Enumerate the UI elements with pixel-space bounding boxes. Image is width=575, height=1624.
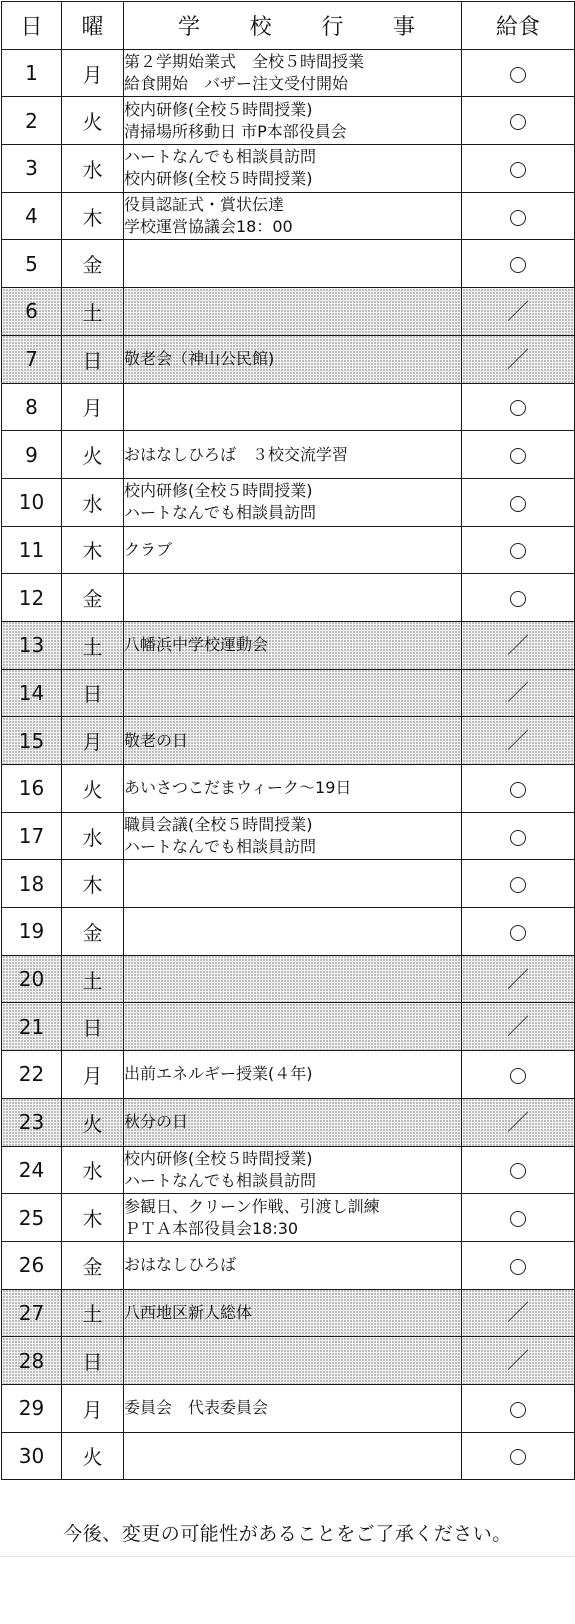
lunch-served-circle-icon (510, 114, 526, 130)
event-line: 敬老の日 (124, 730, 189, 750)
event-line: 第２学期始業式 全校５時間授業 (124, 52, 365, 72)
weekday: 水 (62, 812, 124, 860)
lunch-status (462, 1432, 575, 1480)
event-line: ハートなんでも相談員訪問 (124, 837, 317, 857)
lunch-served-circle-icon (510, 782, 526, 798)
weekday: 月 (62, 383, 124, 431)
weekday: 金 (62, 908, 124, 956)
header-row (2, 2, 575, 50)
event-line: 参観日、クリーン作戦、引渡し訓練 (124, 1196, 380, 1216)
school-events (124, 1289, 462, 1337)
day-number: 28 (2, 1337, 62, 1385)
schedule-row (2, 49, 575, 97)
event-line: 八西地区新人総体 (124, 1302, 253, 1322)
schedule-row (2, 1289, 575, 1337)
weekday: 火 (62, 765, 124, 813)
day-number: 3 (2, 145, 62, 193)
day-number: 23 (2, 1098, 62, 1146)
event-line: 出前エネルギー授業(４年) (124, 1064, 313, 1084)
day-number: 20 (2, 955, 62, 1003)
weekday: 日 (62, 669, 124, 717)
weekday: 水 (62, 145, 124, 193)
lunch-served-circle-icon (510, 1259, 526, 1275)
lunch-status (462, 1241, 575, 1289)
lunch-status (462, 717, 575, 765)
school-events (124, 765, 462, 813)
no-lunch-slash-icon: ／ (506, 1110, 529, 1136)
change-notice: 今後、変更の可能性があることをご了承ください。 (63, 1523, 512, 1545)
school-events (124, 49, 462, 97)
weekday: 土 (62, 288, 124, 336)
weekday: 火 (62, 97, 124, 145)
schedule-row (2, 1241, 575, 1289)
school-schedule-table (1, 1, 575, 1480)
school-events (124, 1384, 462, 1432)
event-line: ＰＴＡ本部役員会18:30 (124, 1218, 299, 1238)
day-number: 2 (2, 97, 62, 145)
schedule-row (2, 955, 575, 1003)
lunch-served-circle-icon (510, 877, 526, 893)
event-line: ハートなんでも相談員訪問 (124, 1170, 317, 1190)
lunch-status (462, 1146, 575, 1194)
weekday: 火 (62, 431, 124, 479)
lunch-status (462, 1337, 575, 1385)
schedule-row (2, 1337, 575, 1385)
weekday: 金 (62, 240, 124, 288)
schedule-row (2, 240, 575, 288)
lunch-status (462, 812, 575, 860)
schedule-row (2, 574, 575, 622)
no-lunch-slash-icon: ／ (506, 681, 529, 707)
event-line: おはなしひろば ３校交流学習 (124, 444, 349, 464)
lunch-status (462, 192, 575, 240)
header-event-char: 行 (321, 14, 344, 40)
schedule-row (2, 145, 575, 193)
lunch-status (462, 49, 575, 97)
school-events (124, 431, 462, 479)
day-number: 7 (2, 335, 62, 383)
blank-footer-area (0, 1556, 575, 1624)
weekday: 日 (62, 1003, 124, 1051)
event-line: 職員会議(全校５時間授業) (124, 815, 313, 835)
lunch-served-circle-icon (510, 496, 526, 512)
event-line: 学校運営協議会18：00 (124, 217, 293, 237)
schedule-row (2, 1051, 575, 1099)
school-events (124, 1003, 462, 1051)
event-line: 校内研修(全校５時間授業) (124, 169, 313, 189)
weekday: 木 (62, 860, 124, 908)
schedule-row (2, 1432, 575, 1480)
school-events (124, 1337, 462, 1385)
day-number: 25 (2, 1194, 62, 1242)
lunch-served-circle-icon (510, 591, 526, 607)
header-lunch: 給食 (462, 2, 575, 50)
lunch-status (462, 1384, 575, 1432)
day-number: 12 (2, 574, 62, 622)
day-number: 10 (2, 478, 62, 526)
day-number: 9 (2, 431, 62, 479)
school-events (124, 1194, 462, 1242)
lunch-served-circle-icon (510, 1163, 526, 1179)
event-line: 八幡浜中学校運動会 (124, 635, 269, 655)
event-line: 給食開始 バザー注文受付開始 (124, 74, 349, 94)
day-number: 17 (2, 812, 62, 860)
schedule-row (2, 192, 575, 240)
no-lunch-slash-icon: ／ (506, 633, 529, 659)
lunch-served-circle-icon (510, 210, 526, 226)
lunch-status (462, 621, 575, 669)
event-line: 校内研修(全校５時間授業) (124, 99, 313, 119)
no-lunch-slash-icon: ／ (506, 967, 529, 993)
school-events (124, 97, 462, 145)
event-line: 校内研修(全校５時間授業) (124, 481, 313, 501)
lunch-served-circle-icon (510, 1211, 526, 1227)
no-lunch-slash-icon: ／ (506, 1301, 529, 1327)
schedule-row (2, 526, 575, 574)
school-events (124, 526, 462, 574)
event-line: 役員認証式・賞状伝達 (124, 195, 285, 215)
day-number: 1 (2, 49, 62, 97)
lunch-status (462, 431, 575, 479)
lunch-served-circle-icon (510, 448, 526, 464)
lunch-served-circle-icon (510, 257, 526, 273)
lunch-status (462, 526, 575, 574)
lunch-status (462, 383, 575, 431)
schedule-row (2, 97, 575, 145)
weekday: 木 (62, 526, 124, 574)
school-events (124, 717, 462, 765)
event-line: ハートなんでも相談員訪問 (124, 147, 317, 167)
schedule-row (2, 908, 575, 956)
weekday: 月 (62, 1384, 124, 1432)
day-number: 22 (2, 1051, 62, 1099)
weekday: 月 (62, 717, 124, 765)
school-events (124, 955, 462, 1003)
weekday: 木 (62, 1194, 124, 1242)
lunch-status (462, 288, 575, 336)
lunch-served-circle-icon (510, 162, 526, 178)
event-line: 清掃場所移動日 市P本部役員会 (124, 121, 347, 141)
weekday: 月 (62, 1051, 124, 1099)
weekday: 火 (62, 1432, 124, 1480)
day-number: 27 (2, 1289, 62, 1337)
lunch-status (462, 97, 575, 145)
weekday: 土 (62, 1289, 124, 1337)
school-events (124, 192, 462, 240)
event-line: 委員会 代表委員会 (124, 1398, 269, 1418)
school-events (124, 621, 462, 669)
school-events (124, 1432, 462, 1480)
schedule-row (2, 669, 575, 717)
schedule-row (2, 765, 575, 813)
lunch-status (462, 574, 575, 622)
no-lunch-slash-icon: ／ (506, 1015, 529, 1041)
schedule-row (2, 478, 575, 526)
no-lunch-slash-icon: ／ (506, 347, 529, 373)
school-events (124, 908, 462, 956)
weekday: 金 (62, 1241, 124, 1289)
day-number: 26 (2, 1241, 62, 1289)
day-number: 16 (2, 765, 62, 813)
school-events (124, 860, 462, 908)
school-events (124, 145, 462, 193)
lunch-served-circle-icon (510, 830, 526, 846)
school-events (124, 288, 462, 336)
header-school-events (124, 2, 462, 50)
day-number: 24 (2, 1146, 62, 1194)
no-lunch-slash-icon: ／ (506, 299, 529, 325)
schedule-row (2, 717, 575, 765)
schedule-body (2, 49, 575, 1480)
lunch-status (462, 1289, 575, 1337)
lunch-served-circle-icon (510, 543, 526, 559)
header-event-char: 校 (249, 14, 272, 40)
schedule-row (2, 1194, 575, 1242)
lunch-status (462, 240, 575, 288)
lunch-served-circle-icon (510, 1449, 526, 1465)
header-day: 日 (2, 2, 62, 50)
school-events (124, 574, 462, 622)
lunch-status (462, 478, 575, 526)
school-events (124, 669, 462, 717)
schedule-row (2, 812, 575, 860)
school-events (124, 240, 462, 288)
lunch-status (462, 1051, 575, 1099)
lunch-status (462, 860, 575, 908)
weekday: 月 (62, 49, 124, 97)
day-number: 11 (2, 526, 62, 574)
no-lunch-slash-icon: ／ (506, 729, 529, 755)
event-line: ハートなんでも相談員訪問 (124, 503, 317, 523)
school-events (124, 1241, 462, 1289)
lunch-served-circle-icon (510, 400, 526, 416)
event-line: あいさつこだまウィーク～19日 (124, 778, 352, 798)
day-number: 4 (2, 192, 62, 240)
day-number: 21 (2, 1003, 62, 1051)
lunch-status (462, 765, 575, 813)
header-event-char: 学 (178, 14, 201, 40)
weekday: 日 (62, 335, 124, 383)
schedule-row (2, 1098, 575, 1146)
day-number: 6 (2, 288, 62, 336)
event-line: 秋分の日 (124, 1112, 189, 1132)
event-line: クラブ (124, 539, 173, 559)
school-events (124, 1051, 462, 1099)
schedule-row (2, 860, 575, 908)
schedule-row (2, 1146, 575, 1194)
day-number: 15 (2, 717, 62, 765)
lunch-served-circle-icon (510, 67, 526, 83)
weekday: 土 (62, 955, 124, 1003)
weekday: 水 (62, 1146, 124, 1194)
no-lunch-slash-icon: ／ (506, 1349, 529, 1375)
lunch-status (462, 145, 575, 193)
schedule-row (2, 335, 575, 383)
weekday: 火 (62, 1098, 124, 1146)
weekday: 日 (62, 1337, 124, 1385)
event-line: おはなしひろば (124, 1255, 237, 1275)
lunch-served-circle-icon (510, 925, 526, 941)
lunch-served-circle-icon (510, 1402, 526, 1418)
weekday: 金 (62, 574, 124, 622)
school-events (124, 335, 462, 383)
schedule-row (2, 288, 575, 336)
header-weekday: 曜 (62, 2, 124, 50)
schedule-row (2, 621, 575, 669)
day-number: 14 (2, 669, 62, 717)
school-events (124, 383, 462, 431)
header-event-char: 事 (392, 14, 415, 40)
weekday: 土 (62, 621, 124, 669)
lunch-status (462, 908, 575, 956)
day-number: 18 (2, 860, 62, 908)
school-events (124, 1146, 462, 1194)
lunch-status (462, 669, 575, 717)
school-events (124, 1098, 462, 1146)
weekday: 木 (62, 192, 124, 240)
schedule-row (2, 1384, 575, 1432)
day-number: 5 (2, 240, 62, 288)
lunch-status (462, 1194, 575, 1242)
day-number: 19 (2, 908, 62, 956)
lunch-status (462, 1098, 575, 1146)
schedule-row (2, 1003, 575, 1051)
day-number: 13 (2, 621, 62, 669)
day-number: 8 (2, 383, 62, 431)
lunch-status (462, 1003, 575, 1051)
weekday: 水 (62, 478, 124, 526)
lunch-served-circle-icon (510, 1068, 526, 1084)
event-line: 校内研修(全校５時間授業) (124, 1148, 313, 1168)
day-number: 29 (2, 1384, 62, 1432)
schedule-row (2, 383, 575, 431)
school-events (124, 478, 462, 526)
day-number: 30 (2, 1432, 62, 1480)
event-line: 敬老会（神山公民館) (124, 349, 275, 369)
lunch-status (462, 955, 575, 1003)
lunch-status (462, 335, 575, 383)
schedule-row (2, 431, 575, 479)
school-events (124, 812, 462, 860)
